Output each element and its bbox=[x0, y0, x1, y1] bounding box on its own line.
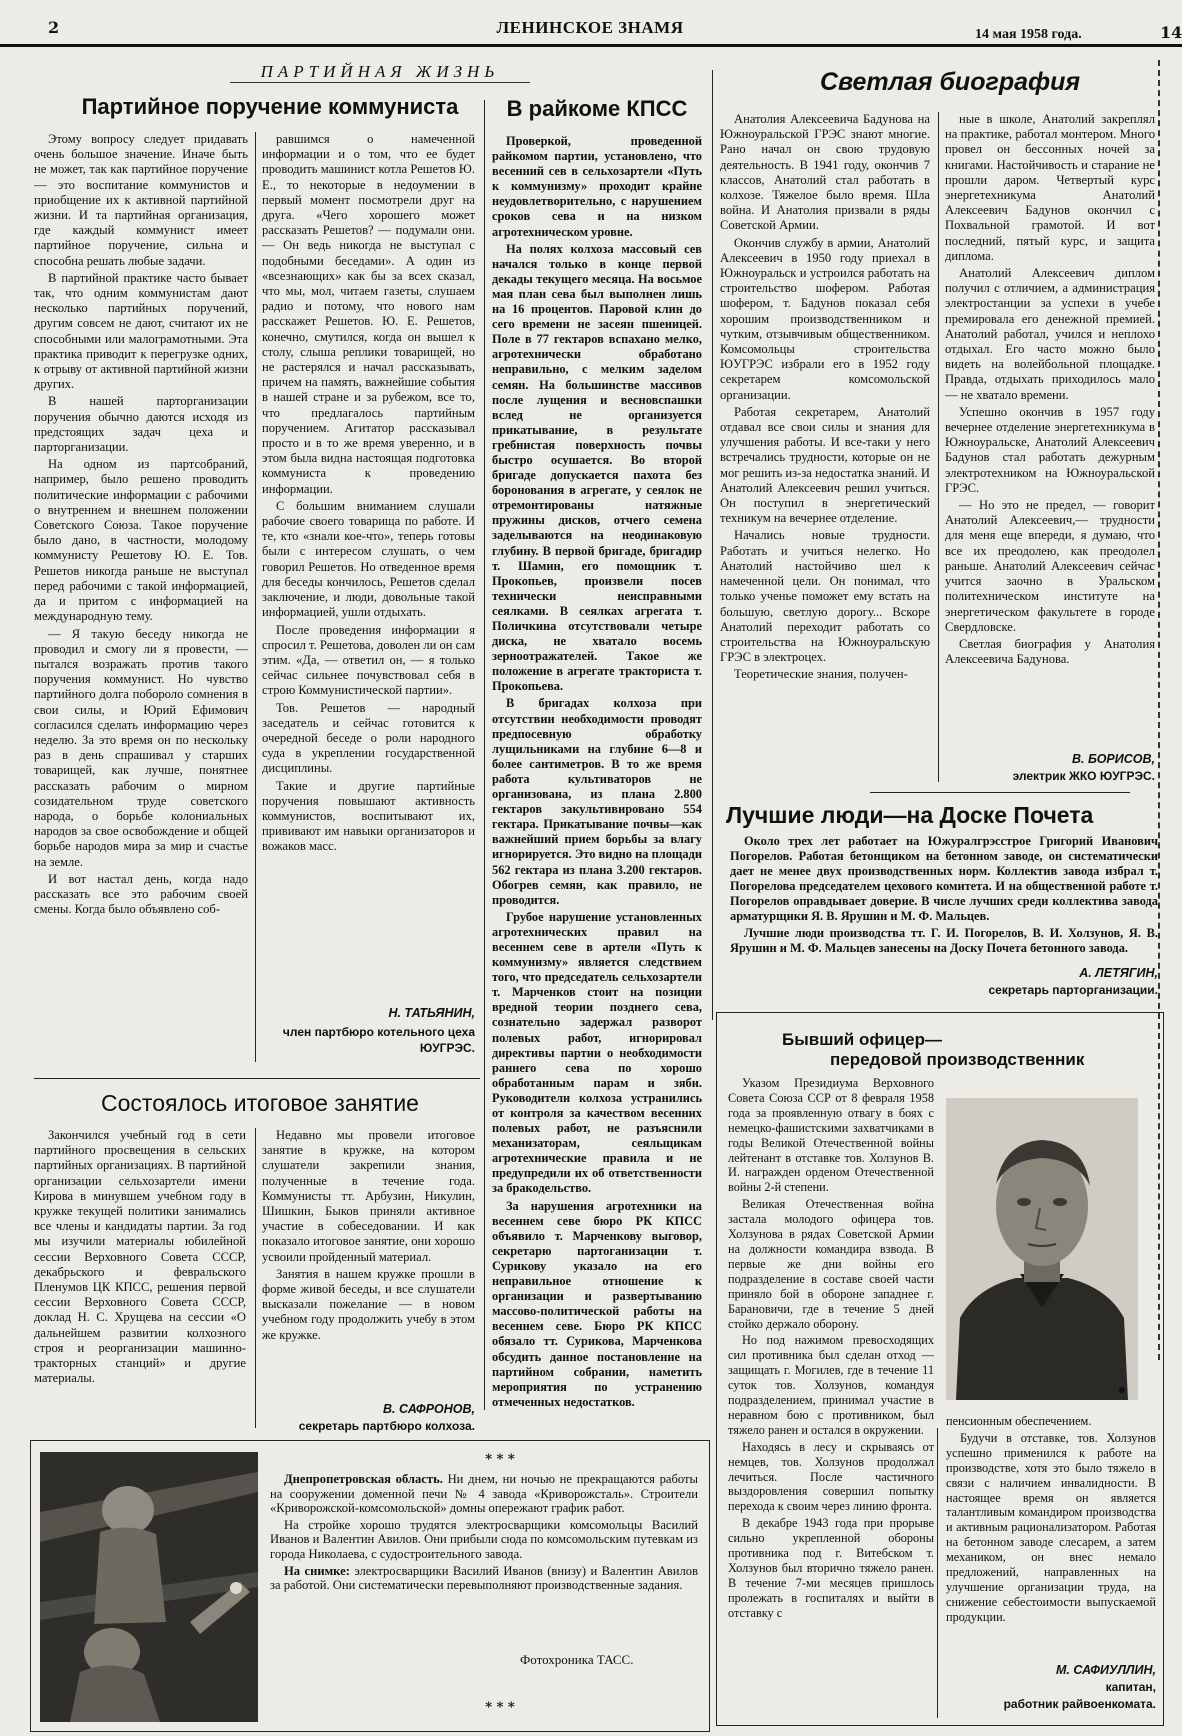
region-label: Днепропетровская область. bbox=[284, 1472, 443, 1486]
rubric-party-life: ПАРТИЙНАЯ ЖИЗНЬ bbox=[230, 62, 530, 83]
page-number: 2 bbox=[48, 18, 60, 37]
final-class-col2: Недавно мы провели итоговое занятие в кружке, на котором слушатели закрепили знания, полученные в течение года. Коммунисты тт. Арбузин, Никулин, Шишкин, Быков приняли активное участие в собеседовании. И как показало итоговое занятие, они хорошо усвоили пройденный материал. Занятия в нашем кружке прошли в форме живой беседы, и все слушатели высказали пожелание — в новом учебном году продолжить учебу в этом же кружке. bbox=[262, 1128, 475, 1342]
signature-letyagin: А. ЛЕТЯГИН, bbox=[1079, 966, 1158, 980]
issue-date: 14 мая 1958 года. bbox=[975, 27, 1082, 42]
section-rule bbox=[870, 792, 1130, 793]
article-title-raikom: В райкоме КПСС bbox=[506, 96, 688, 121]
biography-col2: ные в школе, Анатолий закреплял на практике, работал монтером. Много провел он бессонных ночей за книгами. Настойчивость и старание не прошли даром. Четвертый курс энергетехникума Анатолий Алексеевич Бадунов окончил с Похвальной грамотой. И вот последний, пятый курс, и защита диплома. Анатолий Алексеевич диплом получил с отличием, а администрация электростанции за успехи в учебе премировала его денежной премией. Анатолий работал, учился и неплохо отдыхал. Его часто можно было видеть на волейбольной площадке. Правда, отдыхать приходилось мало — не хватало времени. Успешно окончив в 1957 году вечернее отделение энергетехникума в Южноуральске, Анатолий Алексеевич Бадунов стал работать дежурным электротехником на Южноуральской ГРЭС. — Но это не предел, — говорит Анатолий Алексеевич,— трудности для меня еще впереди, я думаю, что все их преодолею, как преодолел раньше. Анатолий Алексеевич сейчас учится заочно в Уральском политехническом институте на энергетическом факультете в городе Свердловске. Светлая биография у Анатолия Алексеевича Бадунова. bbox=[945, 112, 1155, 667]
signature-role-tatyanin: член партбюро котельного цеха ЮУГРЭС. bbox=[282, 1025, 475, 1055]
column-rule bbox=[937, 1428, 938, 1718]
signature-role-safiullin-1: капитан, bbox=[1105, 1680, 1156, 1694]
signature-role-borisov: электрик ЖКО ЮУГРЭС. bbox=[1012, 769, 1155, 783]
signature-tatyanin: Н. ТАТЬЯНИН, bbox=[388, 1006, 475, 1020]
portrait-illustration bbox=[946, 1098, 1138, 1400]
masthead: ЛЕНИНСКОЕ ЗНАМЯ bbox=[496, 18, 684, 37]
welders-illustration bbox=[40, 1452, 258, 1722]
decorative-stars-bottom: * * * bbox=[485, 1700, 515, 1715]
page-cut-number: 14 bbox=[1160, 23, 1182, 42]
column-rule bbox=[255, 1128, 256, 1428]
signature-role-safronov: секретарь партбюро колхоза. bbox=[298, 1419, 475, 1433]
portrait-photo bbox=[946, 1098, 1138, 1400]
best-people-body: Около трех лет работает на Южуралгрэсстрое Григорий Иванович Погорелов. Работая бетонщиком на бетонном заводе, он систематически дает не менее двух производственных норм. Коллектив завода избрал т. Погорелова председателем цехового комитета. И на общественной работе т. Погорелов оправдывает доверие. В числе лучших среди коллектива завода арматурщики Я. В. Ярушин и М. Ф. Мальцев. Лучшие люди производства тт. Г. И. Погорелов, В. И. Холзунов, Я. В. Ярушин и М. Ф. Мальцев занесены на Доску Почета бетонного завода. bbox=[730, 834, 1158, 955]
article-title-officer-line1: Бывший офицер— bbox=[782, 1030, 942, 1049]
signature-safiullin: М. САФИУЛЛИН, bbox=[1055, 1663, 1156, 1677]
party-assignment-col1: Этому вопросу следует придавать очень большое значение. Иначе быть не может, так как партийное поручение — это воспитание коммунистов и приобщение их к активной партийной жизни. И та партийная организация, где каждый коммунист имеет партийное поручение, сильна и способна решать любые задачи. В партийной практике часто бывает так, что одним коммунистам дают несколько партийных поручений, другим совсем не дают, считают их не способными или малограмотными. Эта практика приводит к перегрузке одних, к отрыву от активной партийной жизни других. В нашей парторганизации поручения обычно даются исходя из предстоящих задач цеха и парторганизации. На одном из партсобраний, например, было решено проводить политические информации с рабочими о внутреннем и внешнем положении Советского Союза. Такое поручение было дано, в частности, молодому коммунисту Решетову Ю. Е. Тов. Решетов никогда раньше не выступал перед рабочими с такой информацией, да и притом с информацией на международную тему. — Я такую беседу никогда не проводил и смогу ли я провести, — пытался возражать против такого поручения коммунист. Но чувство партийного долга побороло сомнения в свои силы, и Юрий Ефимович согласился сделать информацию через неделю. За это время он по нескольку раз в день спрашивал у старших товарищей, как лучше, понятнее рассказать рабочим о мирном созидательном труде советского народа, о борьбе колониальных народов за свое освобождение и общей борьбе народов мира за мир и счастье на земле. И вот настал день, когда надо рассказать все это рабочим своей смены. Когда было объявлено соб- bbox=[34, 132, 248, 917]
column-rule bbox=[484, 100, 485, 1410]
signature-borisov: В. БОРИСОВ, bbox=[1072, 752, 1155, 766]
raikom-article-body: Проверкой, проведенной райкомом партии, установлено, что весенний сев в сельхозартели «Путь к коммунизму» проходит крайне неудовлетворительно, с нарушением сроков сева и на низком агротехническом уровне. На полях колхоза массовый сев начался только в конце первой декады текущего месяца. На восьмое мая план сева был выполнен лишь на 16 процентов. Паровой клин до сего времени не засеян пшеницей. Поле в 77 гектаров вспахано мелко, агротехнически обработано неправильно, с мелким заделом семян. На большинстве массивов после лущения и весновспашки вслед не организуется прикатывание, в результате гребнистая поверхность почвы быстро осушается. Во второй бригаде допускается пахота без боронования в агрегате, у сеялок не отремонтированы натяжные пружины дисков, отчего семена заделываются на неодинаковую глубину. В первой бригаде, бригадир т. Шамин, его помощник т. Прокопьев, произвели посев технически неисправными сеялками. В сеялках агрегата т. Поличкина отсутствовали четыре диска, не хватало восемь зерноотражателей. Такое же положение в агрегате тракториста т. Прокопьева. В бригадах колхоза при отсутствии необходимости проводят предпосевную обработку лущильниками на глубине 6—8 и более сантиметров. В то же время работа культиваторов не организована, из плана 2.800 гектаров закультивировано 554 гектара. Прикатывание почвы—как важнейший прием борьбы за влагу игнорируется. Это видно на площади 562 гектара из плана 3.200 гектаров. Обогрев семян, как правило, не проводится. Грубое нарушение установленных агротехнических правил на весеннем севе в артели «Путь к коммунизму» является следствием того, что председатель сельхозартели т. Марченков стоит на позиции вредной теории позднего сева, сознательно задержал разворот полевых работ, игнорировал директивы партии о необходимости раннего сева по хорошо обработанным парам и зяби. Руководители колхоза устранились от контроля за качеством весенних полевых работ, не разъяснили механизаторам, сеяльщикам агротехнические правила и не предупредили их об ответственности за бракодельство. За нарушения агротехники на весеннем севе бюро РК КПСС объявило т. Марченкову выговор, секретарю партоганизации т. Сурикову указало на его неправильное отношение к организации и развертыванию массово-политической работы на весеннем севе. Бюро РК КПСС обязало тт. Сурикова, Марченкова обсудить данное постановление на партийном собрании, наметить мероприятия по устранению отмеченных недостатков. bbox=[492, 134, 702, 1409]
biography-col1: Анатолия Алексеевича Бадунова на Южноуральской ГРЭС знают многие. Рано начал он свою трудовую деятельность. В 1941 году, окончив 7 классов, Анатолий стал работать в колхозе. Тяжелое было время. Шла война. И Анатолия призвали в ряды Советской Армии. Окончив службу в армии, Анатолий Алексеевич в 1950 году приехал в Южноуральск и устроился работать на строительство шофером. Работая шофером, т. Бадунов показал себя хорошим производственником и чутким, отзывчивым общественником. Комсомольцы строительства ЮУГРЭС избрали его в 1952 году секретарем комсомольской организации. Работая секретарем, Анатолий отдавал все свои силы и знания для улучшения работы. И все-таки у него встречались трудности, которые он не мог решить из-за недостатка знаний. И Анатолий Алексеевич решил учиться. Он поступил в энергетический техникум на вечернее отделение. Начались новые трудности. Работать и учиться нелегко. Но Анатолий настойчиво шел к намеченной цели. Он понимал, что только ученье поможет ему встать на большую, светлую дорогу... Вскоре Анатолий переходит работать со строительства на Южноуральскую ГРЭС в электроцех. Теоретические знания, получен- bbox=[720, 112, 930, 682]
column-rule bbox=[938, 112, 939, 782]
party-assignment-col2: равшимся о намеченной информации и о том, что ее будет проводить машинист котла Решетов Ю. Е., то некоторые в недоумении в первый момент посмотрели друг на друга. «Чего хорошего может рассказать Решетов? — подумали они. — Он ведь никогда не выступал с подобными беседами». А один из «всезнающих» как бы за всех сказал, что мы, мол, читаем газеты, слушаем радио и потому, что нового нам расскажет Решетов. Ю. Е. Решетов, конечно, смутился, когда он вышел к столу, слыша реплики товарищей, но не растерялся и начал рассказывать, причем на память, важнейшие события в нашей стране и за рубежом, все то, что предлагалось партийным поручением. Агитатор рассказывал просто и в то же время уверенно, и в этом была видна настоящая подготовка коммуниста к проведению информации. С большим вниманием слушали рабочие своего товарища по работе. И те, кто «знали кое-что», теперь готовы были с интересом слушать, о чем говорил Решетов. Но отведенное время для беседы кончилось, Решетов сделал заключение, и люди, довольные такой информацией, ушли отдыхать. После проведения информации я спросил т. Решетова, доволен ли он сам этим. «Да, — ответил он, — я только сейчас сильнее почувствовал себя в строю Коммунистической партии». Тов. Решетов — народный заседатель и сейчас готовится к очередной беседе о роли народного суда в укреплении государственной дисциплины. Такие и другие партийные поручения повышают активность коммунистов, воспитывают их, прививают им навыки организаторов и вожаков масс. bbox=[262, 132, 475, 854]
article-title-best-people: Лучшие люди—на Доске Почета bbox=[726, 802, 1094, 828]
article-title-party-assignment: Партийное поручение коммуниста bbox=[81, 94, 459, 119]
welders-photo bbox=[40, 1452, 258, 1722]
officer-col1: Указом Президиума Верховного Совета Союза ССР от 8 февраля 1958 года за проявленную отвагу в боях с немецко-фашистскими захватчиками в годы Великой Отечественной войны лейтенант в отставке тов. Холзунов В. И. награжден орденом Отечественной войны 2-й степени. Великая Отечественная война застала молодого офицера тов. Холзунова в рядах Советской Армии на должности командира взвода. В первые же дни войны его подразделение в составе своей части приняло бой в обороне западнее г. Барановичи, где в течение 5 дней стойко держало оборону. Но под нажимом превосходящих сил противника был сделан отход — защищать г. Могилев, где в течение 11 суток тов. Холзунов, командуя подразделением, принимал участие в неравном бою с противником, был тяжело ранен и остался в окружении. Находясь в лесу и скрываясь от немцев, тов. Холзунов продолжал лечиться. После частичного выздоровления совершил попытку перехода к своим через линию фронта. В декабре 1943 года при прорыве сильно укрепленной обороны противника под г. Витебском т. Холзунов был вторично тяжело ранен. В течение 7-ми месяцев пришлось пролежать в госпиталях и выйти в отставку с bbox=[728, 1076, 934, 1620]
photo-news-body: Днепропетровская область. Ни днем, ни ночью не прекращаются работы на сооружении доменной печи № 4 завода «Криворожсталь». Строители «Криворожской-комсомольской» домны опережают график работ. На стройке хорошо трудятся электросварщики комсомольцы Василий Иванов и Валентин Авилов. Они прибыли сюда по комсомольским путевкам из города Николаева, с судостроительного завода. На снимке: электросварщики Василий Иванов (внизу) и Валентин Авилов за работой. Они систематически перевыполняют производственные задания. bbox=[270, 1472, 698, 1593]
signature-role-safiullin-2: работник райвоенкомата. bbox=[1003, 1697, 1156, 1711]
column-rule bbox=[712, 70, 713, 1020]
signature-role-letyagin: секретарь парторганизации. bbox=[988, 983, 1158, 997]
signature-safronov: В. САФРОНОВ, bbox=[383, 1402, 475, 1416]
final-class-col1: Закончился учебный год в сети партийного просвещения в сельских партийных организациях. В партийной организации сельхозартели имени Кирова в минувшем учебном году в кружке текущей политики занимались все члены и кандидаты партии. За год мы изучили материалы юбилейной сессии Верховного Совета СССР, декабрьского и февральского Пленумов ЦК КПСС, решения первой сессии Верховного Совета СССР, доклад Н. С. Хрущева на сессии «О дальнейшем развитии колхозного строя и реорганизации машинно-тракторных станций» и другие материалы. bbox=[34, 1128, 246, 1386]
column-rule bbox=[255, 132, 256, 1062]
article-title-bright-biography: Светлая биография bbox=[820, 68, 1081, 96]
caption-label: На снимке: bbox=[284, 1563, 350, 1578]
section-rule bbox=[34, 1078, 480, 1079]
article-title-final-class: Состоялось итоговое занятие bbox=[101, 1090, 419, 1116]
officer-col2: пенсионным обеспечением. Будучи в отставке, тов. Холзунов успешно применился к работе на производстве, хотя это было тяжело в связи с наличием инвалидности. В настоящее время он является талантливым командиром производства и активным рационализатором. Работая на бетонном заводе слесарем, а затем механиком, он внес немало предложений, направленных на улучшение организации труда, на снижение себестоимости выпускаемой продукции. bbox=[946, 1414, 1156, 1624]
decorative-stars-top: * * * bbox=[485, 1452, 515, 1467]
photo-credit: Фотохроника ТАСС. bbox=[520, 1652, 634, 1667]
page-header bbox=[0, 0, 1182, 47]
article-title-officer-line2: передовой производственник bbox=[830, 1050, 1085, 1069]
